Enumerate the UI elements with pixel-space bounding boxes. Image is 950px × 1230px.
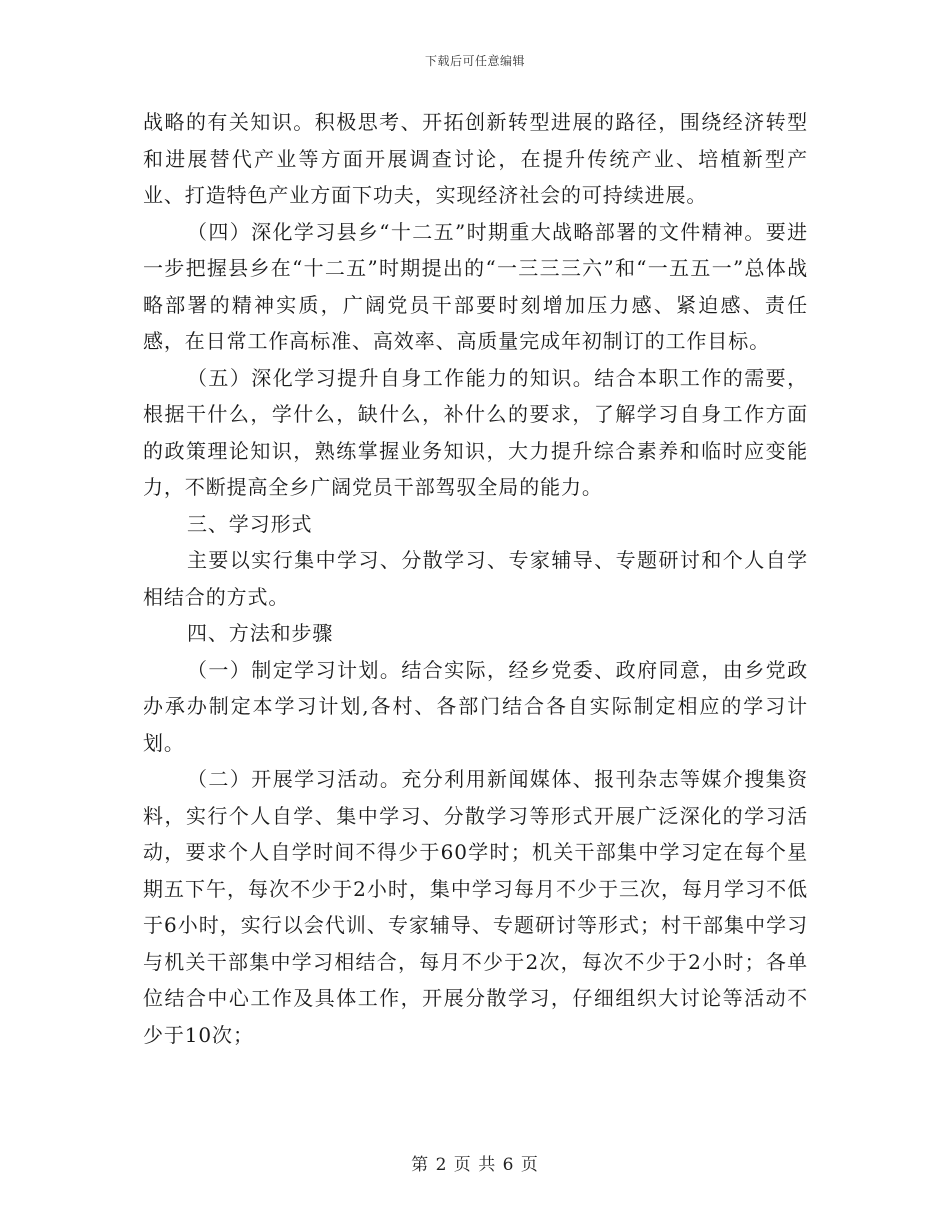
section-heading-study-form: 三、学习形式 [187,511,313,536]
paragraph-study-form: 主要以实行集中学习、分散学习、专家辅导、专题研讨和个人自学相结合的方式。 [143,548,808,609]
paragraph-step-2: （二）开展学习活动。充分利用新闻媒体、报刊杂志等媒介搜集资料，实行个人自学、集中学习、分散学习等形式开展广泛深化的学习活动，要求个人自学时间不得少于60学时；机关干部集中学习定在每个星期五下午，每次不少于2小时，集中学习每月不少于三次，每月学习不低于6小时，实行以会代训、专家辅导、专题研讨等形式；村干部集中学习与机关干部集中学习相结合，每月不少于2次，每次不少于2小时；各单位结合中心工作及具体工作，开展分散学习，仔细组织大讨论等活动不少于10次； [143,767,808,1047]
paragraph-strategy-knowledge: 战略的有关知识。积极思考、开拓创新转型进展的路径，围绕经济转型和进展替代产业等方面开展调查讨论，在提升传统产业、培植新型产业、打造特色产业方面下功夫，实现经济社会的可持续进展。 [143,110,808,207]
paragraph-step-1: （一）制定学习计划。结合实际，经乡党委、政府同意，由乡党政办承办制定本学习计划,各村、各部门结合各自实际制定相应的学习计划。 [143,657,808,755]
paragraph-item-5: （五）深化学习提升自身工作能力的知识。结合本职工作的需要，根据干什么，学什么，缺什么，补什么的要求，了解学习自身工作方面的政策理论知识，熟练掌握业务知识，大力提升综合素养和临时应变能力，不断提高全乡广阔党员干部驾驭全局的能力。 [143,365,808,499]
page-header: 下载后可任意编辑 [424,54,525,68]
page-number: 第 2 页 共 6 页 [411,1155,539,1175]
document-body [143,104,808,1053]
paragraph-item-4: （四）深化学习县乡“十二五”时期重大战略部署的文件精神。要进一步把握县乡在“十二五”时期提出的“一三三三六”和“一五五一”总体战略部署的精神实质，广阔党员干部要时刻增加压力感、紧迫感、责任感，在日常工作高标准、高效率、高质量完成年初制订的工作目标。 [143,219,808,353]
section-heading-methods: 四、方法和步骤 [187,621,334,645]
